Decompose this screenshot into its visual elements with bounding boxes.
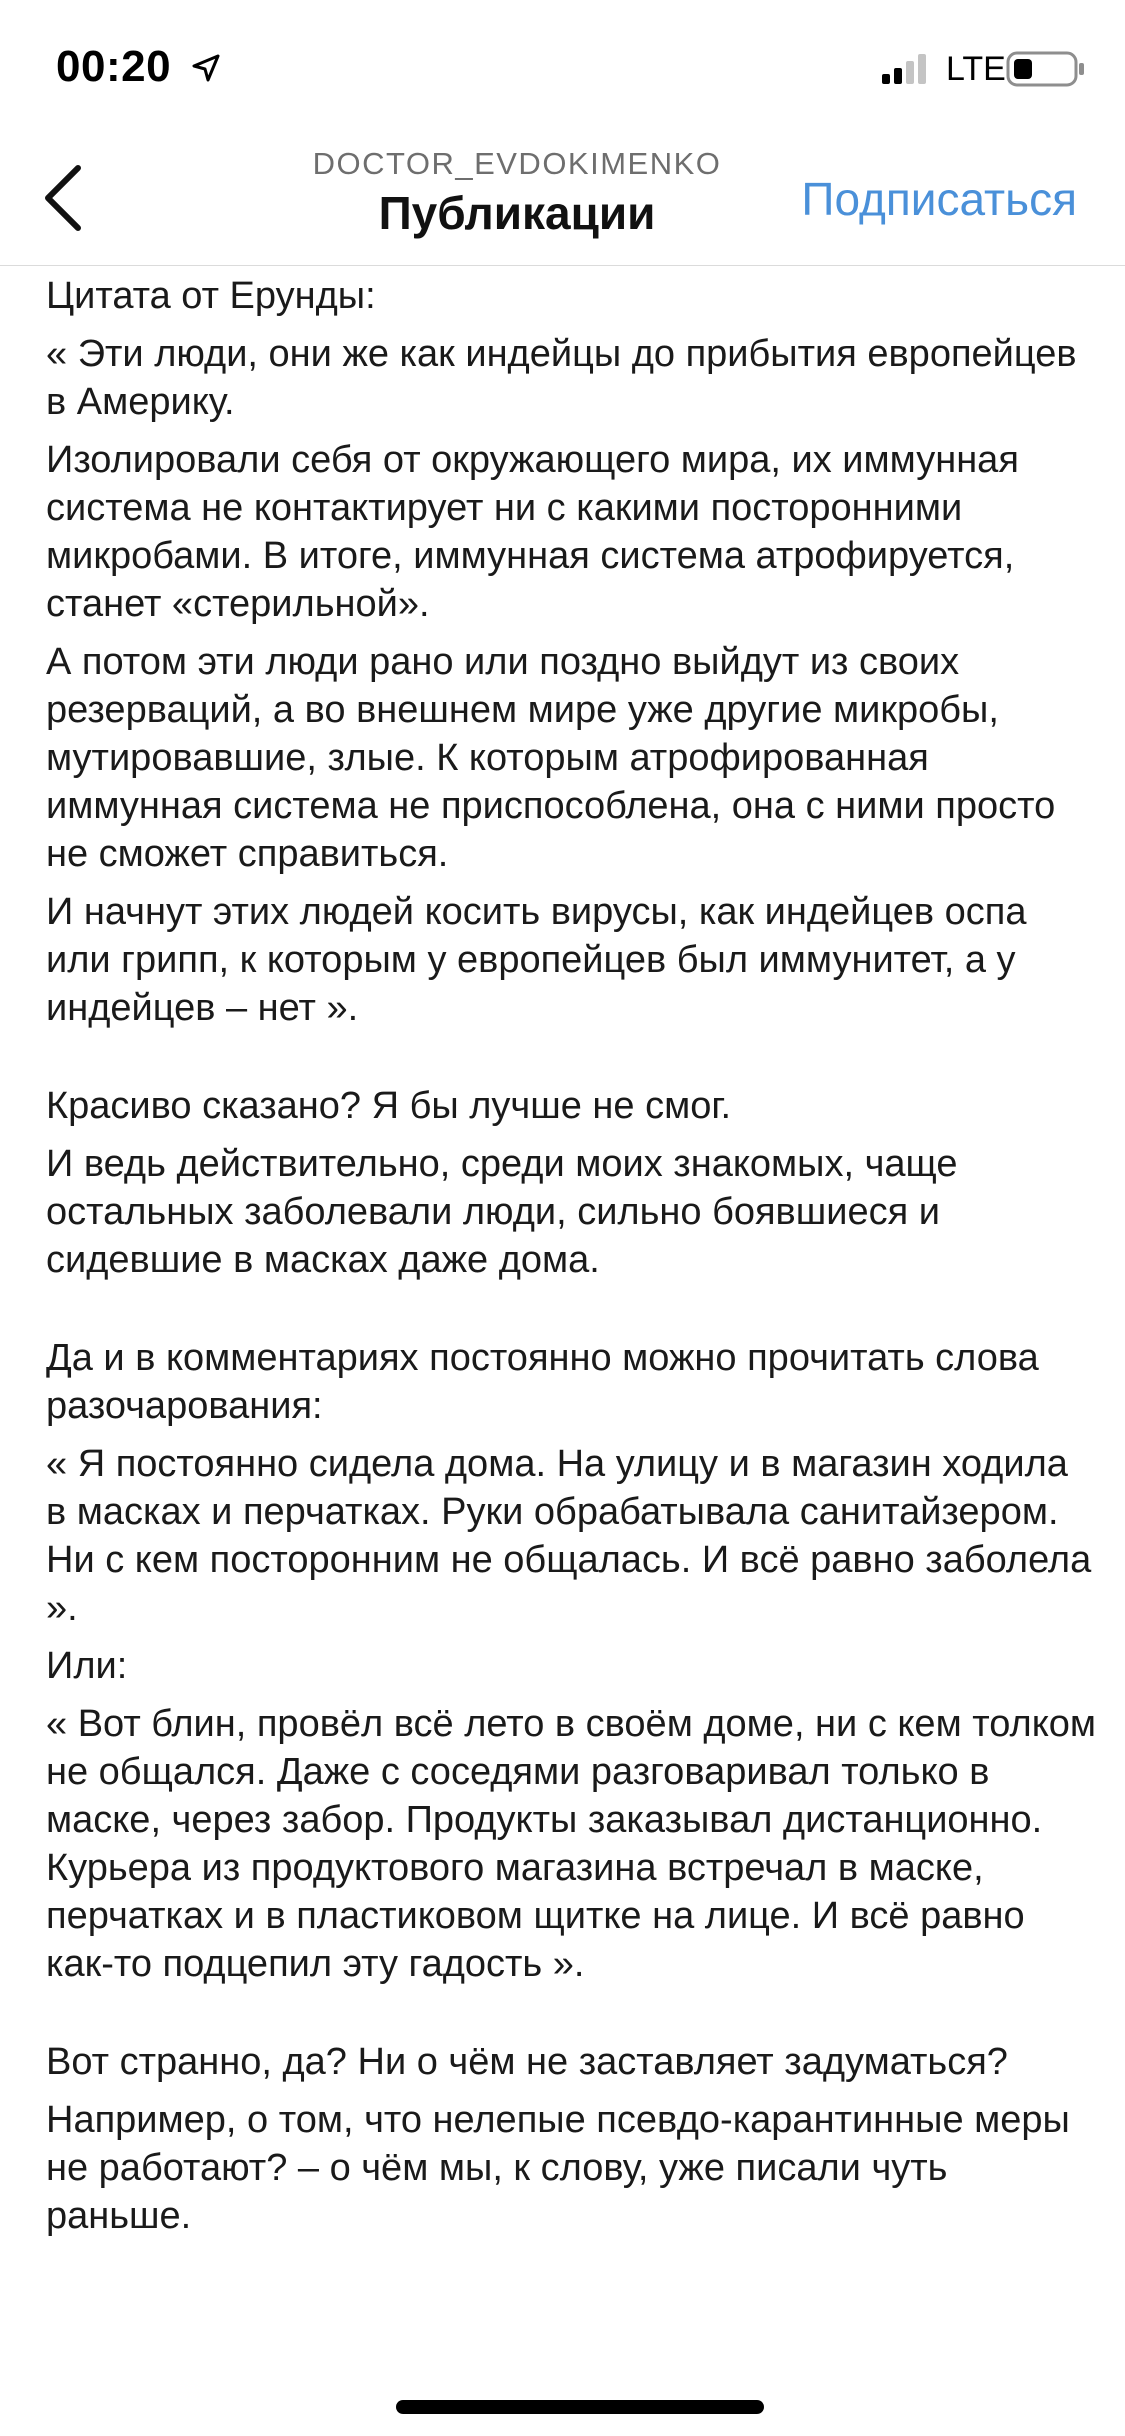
- post-paragraph: А потом эти люди рано или поздно выйдут из своих резерваций, а во внешнем мире уже другие микробы, мутировавшие, злые. К которым атрофированная иммунная система не приспособлена, она с ними просто не сможет справиться.: [46, 641, 1056, 875]
- post-paragraph: Изолировали себя от окружающего мира, их иммунная система не контактирует ни с какими посторонними микробами. В итоге, иммунная система атрофируется, станет «стерильной».: [46, 439, 1019, 625]
- battery-icon: [1006, 50, 1086, 88]
- post-paragraph: Например, о том, что нелепые псевдо-карантинные меры не работают? – о чём мы, к слову, уже писали чуть раньше.: [46, 2099, 1070, 2237]
- post-paragraph: Или:: [46, 1645, 128, 1687]
- post-paragraph: « Вот блин, провёл всё лето в своём доме, ни с кем толком не общался. Даже с соседями разговаривал только в маске, через забор. Продукты заказывал дистанционно. Курьера из продуктового магазина встречал в маске, перчатках и в пластиковом щитке на лице. И всё равно как-то подцепил эту гадость ».: [46, 1703, 1097, 1985]
- chevron-left-icon: [30, 156, 100, 240]
- signal-bars-icon: [880, 52, 936, 84]
- post-paragraph: « Я постоянно сидела дома. На улицу и в магазин ходила в масках и перчатках. Руки обрабатывала санитайзером. Ни с кем посторонним не общалась. И всё равно заболела ».: [46, 1443, 1092, 1629]
- home-indicator[interactable]: [396, 2400, 764, 2414]
- location-arrow-icon: [190, 52, 222, 84]
- profile-username: DOCTOR_EVDOKIMENKO: [312, 146, 722, 181]
- back-button[interactable]: [30, 156, 100, 240]
- post-paragraph: И начнут этих людей косить вирусы, как индейцев оспа или грипп, к которым у европейцев был иммунитет, а у индейцев – нет ».: [46, 891, 1027, 1029]
- post-paragraph: Цитата от Ерунды:: [46, 275, 376, 317]
- status-time: 00:20: [56, 42, 172, 91]
- subscribe-button[interactable]: Подписаться: [801, 173, 1077, 225]
- network-type-label: LTE: [946, 50, 1006, 88]
- post-paragraph: Да и в комментариях постоянно можно прочитать слова разочарования:: [46, 1337, 1039, 1427]
- post-paragraph: « Эти люди, они же как индейцы до прибытия европейцев в Америку.: [46, 333, 1077, 423]
- page-title: Публикации: [378, 187, 656, 239]
- post-paragraph: Вот странно, да? Ни о чём не заставляет задуматься?: [46, 2041, 1008, 2083]
- post-paragraph: Красиво сказано? Я бы лучше не смог.: [46, 1085, 732, 1127]
- nav-bar: [0, 132, 1125, 266]
- status-bar: [0, 0, 1125, 132]
- nav-title-group: [262, 144, 772, 242]
- post-paragraph: И ведь действительно, среди моих знакомых, чаще остальных заболевали люди, сильно боявшиеся и сидевшие в масках даже дома.: [46, 1143, 958, 1281]
- post-text: [46, 272, 1096, 2250]
